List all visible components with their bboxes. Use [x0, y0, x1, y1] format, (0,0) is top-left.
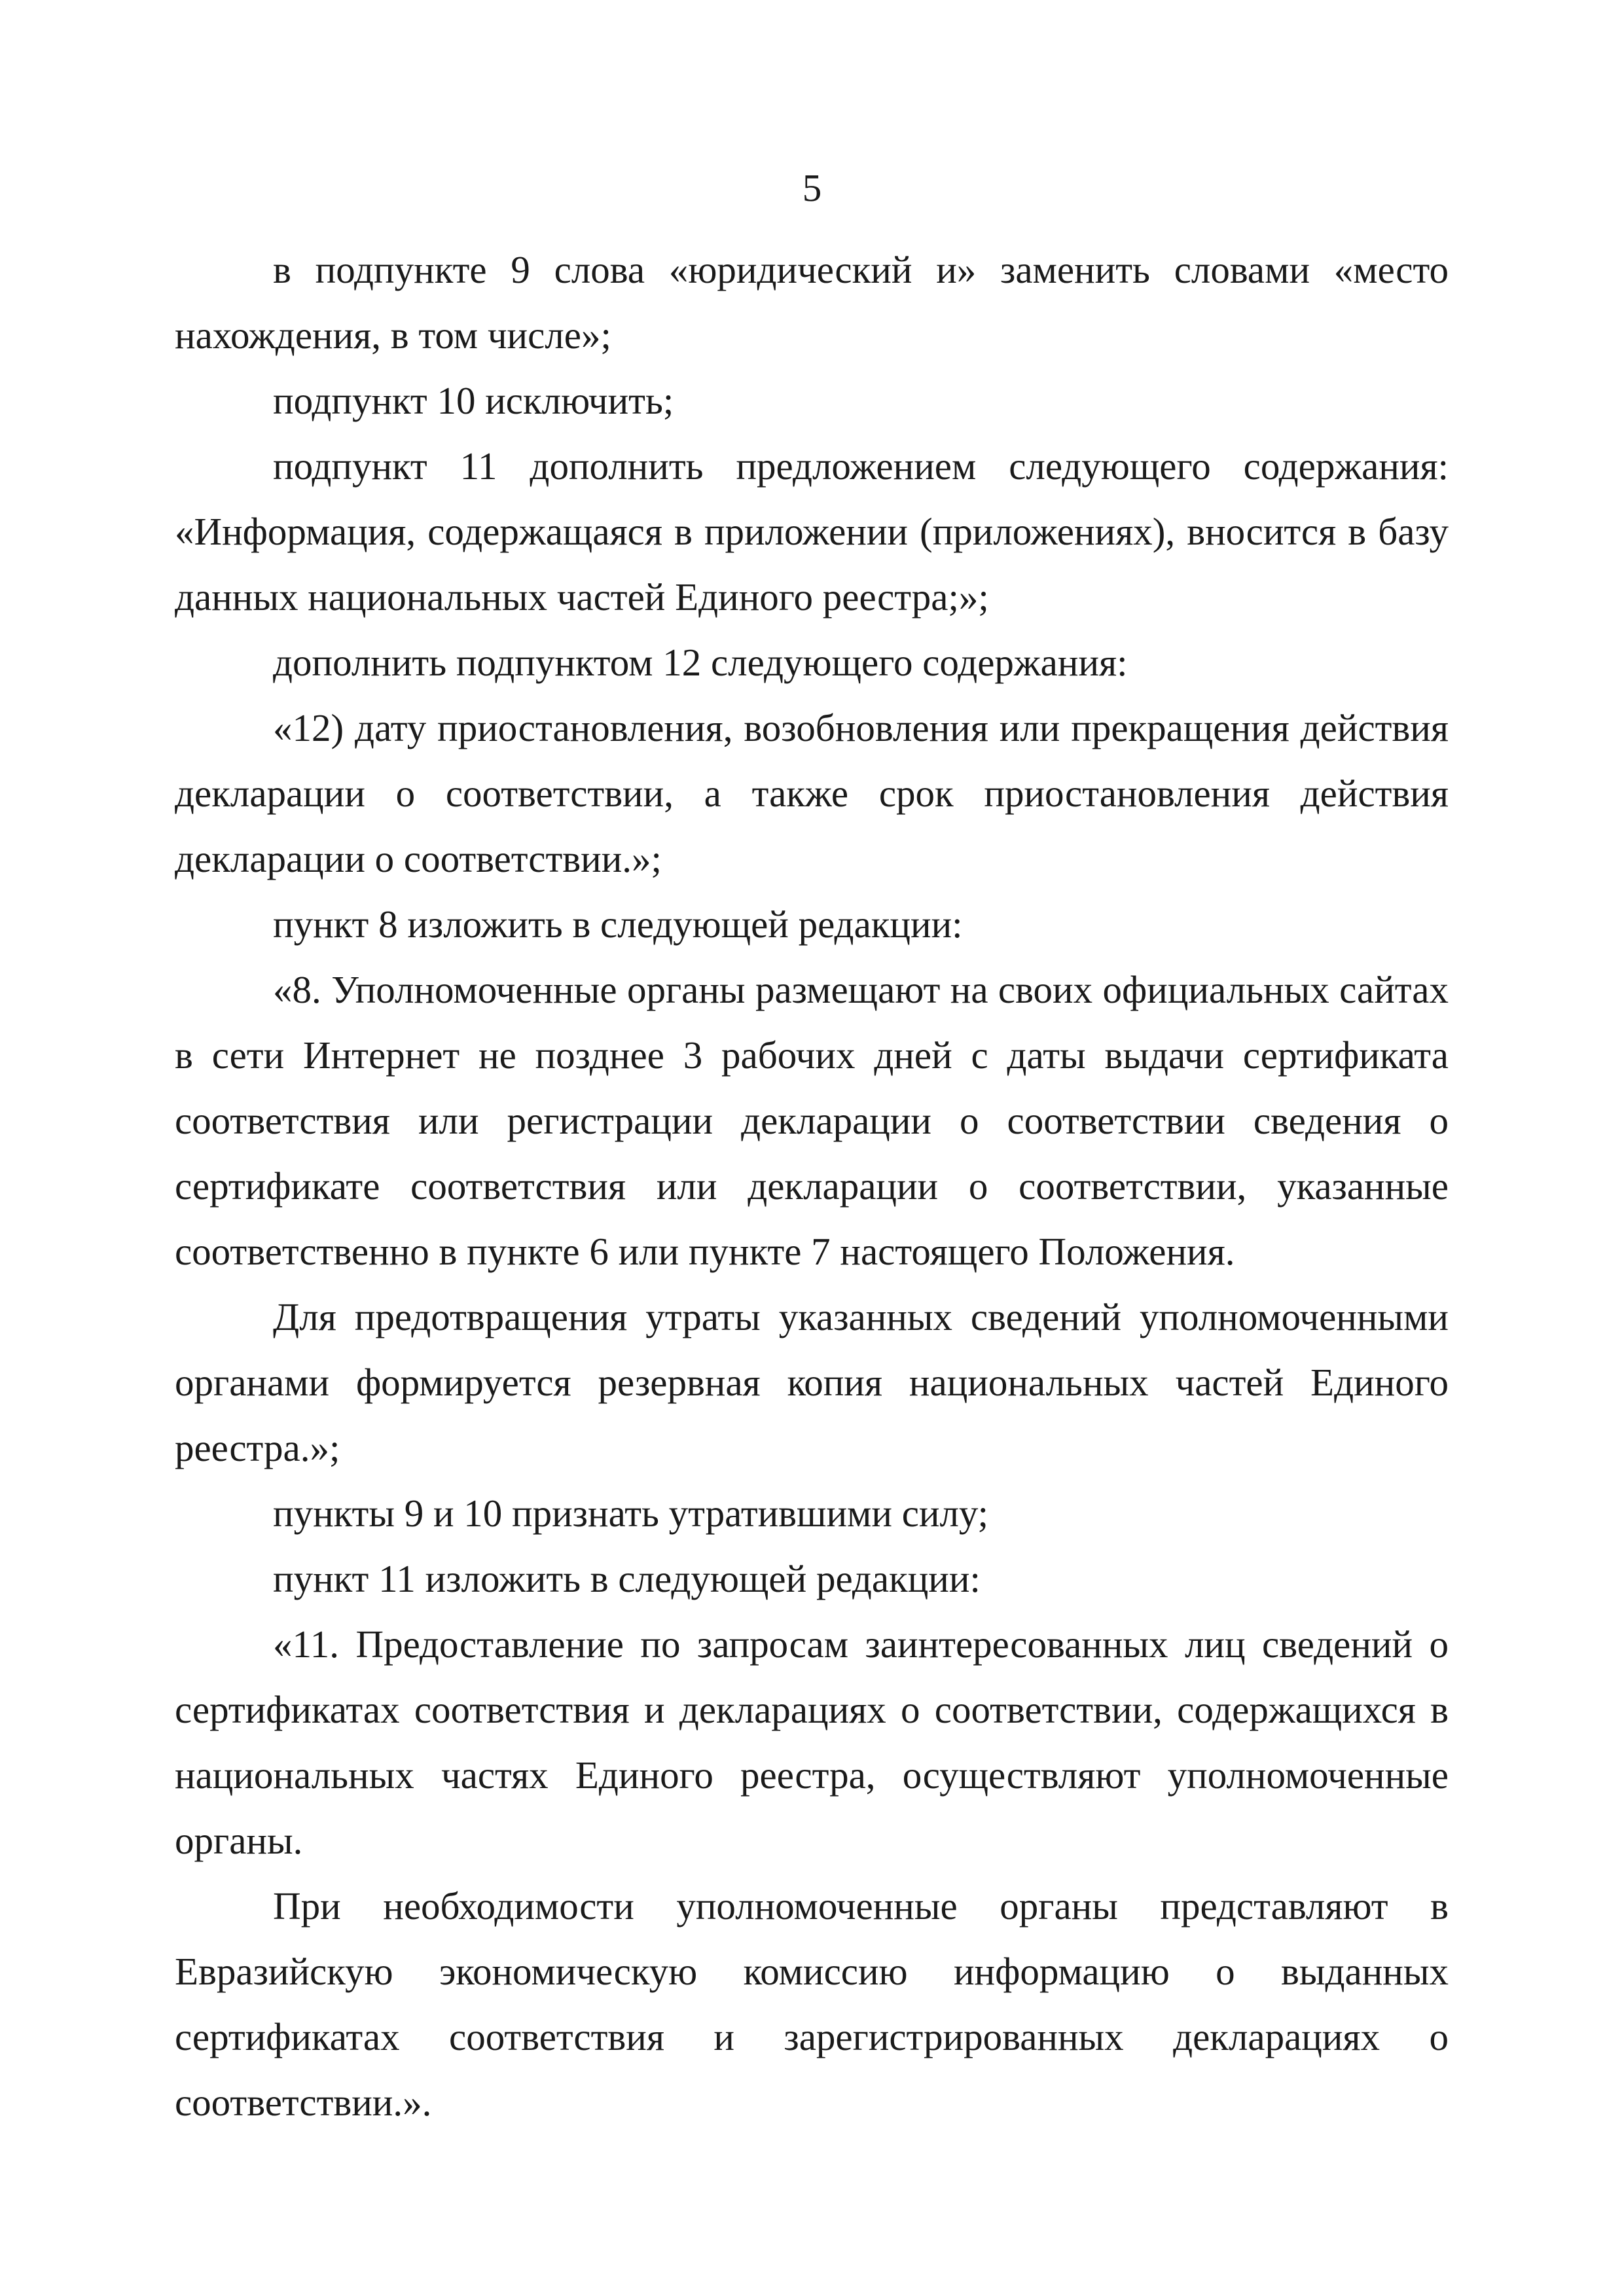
- paragraph: «8. Уполномоченные органы размещают на своих официальных сайтах в сети Интернет не позднее 3 рабочих дней с даты выдачи сертификата соответствия или регистрации декларации о соответствии сведения о сертификате соответствия или декларации о соответствии, указанные соответственно в пункте 6 или пункте 7 настоящего Положения.: [175, 968, 1449, 1273]
- paragraph: в подпункте 9 слова «юридический и» заменить словами «место нахождения, в том числе»;: [175, 248, 1449, 357]
- page-number: 5: [802, 166, 822, 209]
- document-body: [175, 237, 1449, 2135]
- paragraph: пункты 9 и 10 признать утратившими силу;: [273, 1492, 989, 1535]
- paragraph: подпункт 11 дополнить предложением следующего содержания: «Информация, содержащаяся в приложении (приложениях), вносится в базу данных национальных частей Единого реестра;»;: [175, 444, 1449, 619]
- paragraph: пункт 8 изложить в следующей редакции:: [273, 903, 963, 946]
- paragraph: пункт 11 изложить в следующей редакции:: [273, 1557, 981, 1600]
- paragraph: Для предотвращения утраты указанных сведений уполномоченными органами формируется резервная копия национальных частей Единого реестра.»;: [175, 1295, 1449, 1469]
- paragraph: «12) дату приостановления, возобновления или прекращения действия декларации о соответствии, а также срок приостановления действия декларации о соответствии.»;: [175, 706, 1449, 880]
- paragraph: дополнить подпунктом 12 следующего содержания:: [273, 641, 1128, 684]
- paragraph: «11. Предоставление по запросам заинтересованных лиц сведений о сертификатах соответствия и декларациях о соответствии, содержащихся в национальных частях Единого реестра, осуществляют уполномоченные органы.: [175, 1623, 1449, 1862]
- paragraph: подпункт 10 исключить;: [273, 379, 674, 422]
- paragraph: При необходимости уполномоченные органы представляют в Евразийскую экономическую комиссию информацию о выданных сертификатах соответствия и зарегистрированных декларациях о соответствии.».: [175, 1884, 1449, 2124]
